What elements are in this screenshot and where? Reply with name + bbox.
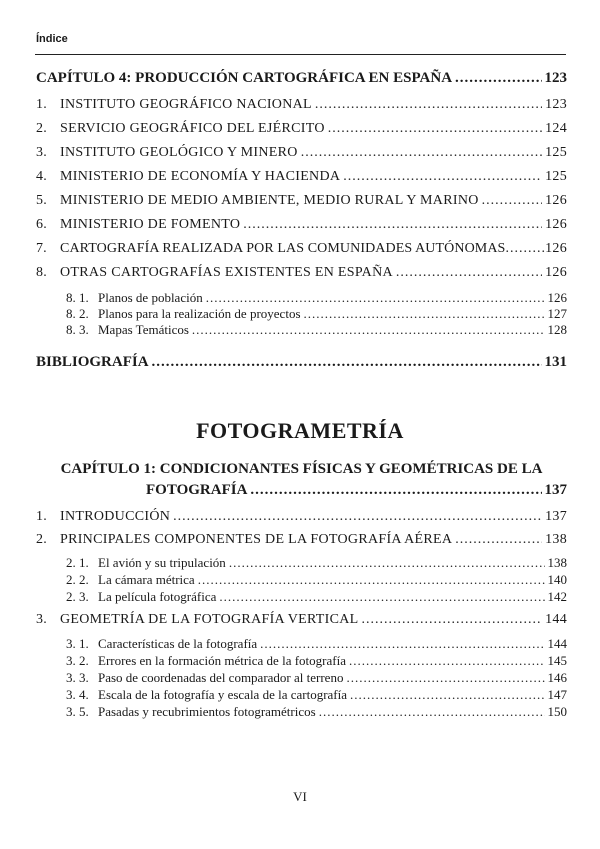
toc-subsection[interactable] (66, 290, 567, 306)
section-page: 138 (545, 532, 567, 547)
section-page: 126 (545, 193, 567, 208)
section-number: 2. (36, 532, 48, 547)
section-title: PRINCIPALES COMPONENTES DE LA FOTOGRAFÍA AÉREA (60, 532, 453, 547)
subsection-page: 146 (547, 670, 567, 685)
subsection-page: 128 (547, 322, 567, 337)
section-page: 125 (545, 145, 567, 160)
section-title: OTRAS CARTOGRAFÍAS EXISTENTES EN ESPAÑA (60, 265, 393, 280)
subsection-title: Planos de población (98, 290, 203, 305)
subsection-page: 127 (547, 306, 567, 321)
subsection-number: 8. 1. (66, 290, 89, 305)
subsection-number: 3. 1. (66, 636, 89, 651)
toc-section[interactable] (36, 97, 567, 113)
chapter-page: 137 (544, 482, 567, 498)
section-page: 126 (545, 265, 567, 280)
section-number: 6. (36, 217, 48, 232)
subsection-number: 2. 3. (66, 589, 89, 604)
subsection-page: 142 (547, 589, 567, 604)
toc-section[interactable] (36, 265, 567, 281)
subsection-title: El avión y su tripulación (98, 555, 226, 570)
toc-subsection[interactable] (66, 653, 567, 669)
subsection-number: 8. 3. (66, 322, 89, 337)
toc-chapter-4[interactable] (36, 70, 567, 87)
subsection-number: 2. 1. (66, 555, 89, 570)
chapter-title: CAPÍTULO 4: PRODUCCIÓN CARTOGRÁFICA EN ESPAÑA (36, 70, 453, 86)
subsection-title: Planos para la realización de proyectos (98, 306, 301, 321)
section-page: 123 (545, 97, 567, 112)
toc-chapter-1-line1[interactable] (36, 461, 567, 478)
section-page: 126 (545, 241, 567, 256)
section-page: 137 (545, 509, 567, 524)
toc-section[interactable] (36, 217, 567, 233)
subsection-page: 144 (547, 636, 567, 651)
section-title: CARTOGRAFÍA REALIZADA POR LAS COMUNIDADES AUTÓNOMAS (60, 241, 506, 256)
subsection-number: 8. 2. (66, 306, 89, 321)
section-page: 126 (545, 217, 567, 232)
toc-chapter-1-line2[interactable] (146, 482, 567, 499)
section-number: 3. (36, 612, 48, 627)
toc-section[interactable] (36, 121, 567, 137)
page-number: VI (293, 789, 307, 804)
subsection-number: 3. 2. (66, 653, 89, 668)
toc-subsection[interactable] (66, 670, 567, 686)
section-title: INTRODUCCIÓN (60, 509, 171, 524)
section-number: 4. (36, 169, 48, 184)
toc-subsection[interactable] (66, 572, 567, 588)
toc-section[interactable] (36, 169, 567, 185)
section-page: 124 (545, 121, 567, 136)
subsection-number: 3. 5. (66, 704, 89, 719)
section-number: 5. (36, 193, 48, 208)
subsection-title: La película fotográfica (98, 589, 217, 604)
subsection-title: Pasadas y recubrimientos fotogramétricos (98, 704, 316, 719)
toc-section[interactable] (36, 509, 567, 525)
part-title: FOTOGRAMETRÍA (196, 418, 404, 443)
section-title: MINISTERIO DE ECONOMÍA Y HACIENDA (60, 169, 341, 184)
toc-section[interactable] (36, 241, 567, 257)
subsection-page: 126 (547, 290, 567, 305)
section-page: 144 (545, 612, 567, 627)
chapter-page: 123 (544, 70, 567, 86)
subsection-number: 3. 4. (66, 687, 89, 702)
section-title: INSTITUTO GEOLÓGICO Y MINERO (60, 145, 298, 160)
section-title: MINISTERIO DE FOMENTO (60, 217, 241, 232)
subsection-page: 147 (547, 687, 567, 702)
section-number: 7. (36, 241, 47, 256)
subsection-title: Características de la fotografía (98, 636, 258, 651)
subsection-page: 145 (547, 653, 567, 668)
bibliography-title: BIBLIOGRAFÍA (36, 354, 149, 370)
chapter-title-line2: FOTOGRAFÍA (146, 482, 248, 498)
toc-subsection[interactable] (66, 704, 567, 720)
subsection-page: 140 (547, 572, 567, 587)
section-title: SERVICIO GEOGRÁFICO DEL EJÉRCITO (60, 121, 325, 136)
section-number: 8. (36, 265, 48, 280)
toc-section[interactable] (36, 193, 567, 209)
subsection-page: 150 (547, 704, 567, 719)
section-title: MINISTERIO DE MEDIO AMBIENTE, MEDIO RURAL Y MARINO (60, 193, 479, 208)
subsection-title: Escala de la fotografía y escala de la cartografía (98, 687, 348, 702)
section-title: INSTITUTO GEOGRÁFICO NACIONAL (60, 97, 312, 112)
toc-subsection[interactable] (66, 555, 567, 571)
subsection-title: Paso de coordenadas del comparador al terreno (98, 670, 344, 685)
subsection-number: 2. 2. (66, 572, 89, 587)
running-header: Índice (36, 33, 68, 45)
section-number: 2. (36, 121, 48, 136)
subsection-title: Errores en la formación métrica de la fotografía (98, 653, 346, 668)
header-rule (35, 54, 566, 55)
subsection-page: 138 (547, 555, 567, 570)
subsection-number: 3. 3. (66, 670, 89, 685)
subsection-title: La cámara métrica (98, 572, 195, 587)
section-number: 1. (36, 509, 48, 524)
toc-bibliography[interactable] (36, 354, 567, 371)
toc-subsection[interactable] (66, 687, 567, 703)
subsection-title: Mapas Temáticos (98, 322, 189, 337)
toc-subsection[interactable] (66, 589, 567, 605)
section-title: GEOMETRÍA DE LA FOTOGRAFÍA VERTICAL (60, 612, 359, 627)
section-page: 125 (545, 169, 567, 184)
bibliography-page: 131 (544, 354, 567, 370)
chapter-title-line1: CAPÍTULO 1: CONDICIONANTES FÍSICAS Y GEOMÉTRICAS DE LA (60, 461, 543, 477)
toc-subsection[interactable] (66, 306, 567, 322)
toc-subsection[interactable] (66, 636, 567, 652)
section-number: 1. (36, 97, 48, 112)
toc-section[interactable] (36, 612, 567, 628)
section-number: 3. (36, 145, 48, 160)
toc-section[interactable] (36, 145, 567, 161)
toc-section[interactable] (36, 532, 567, 548)
toc-subsection[interactable] (66, 322, 567, 338)
